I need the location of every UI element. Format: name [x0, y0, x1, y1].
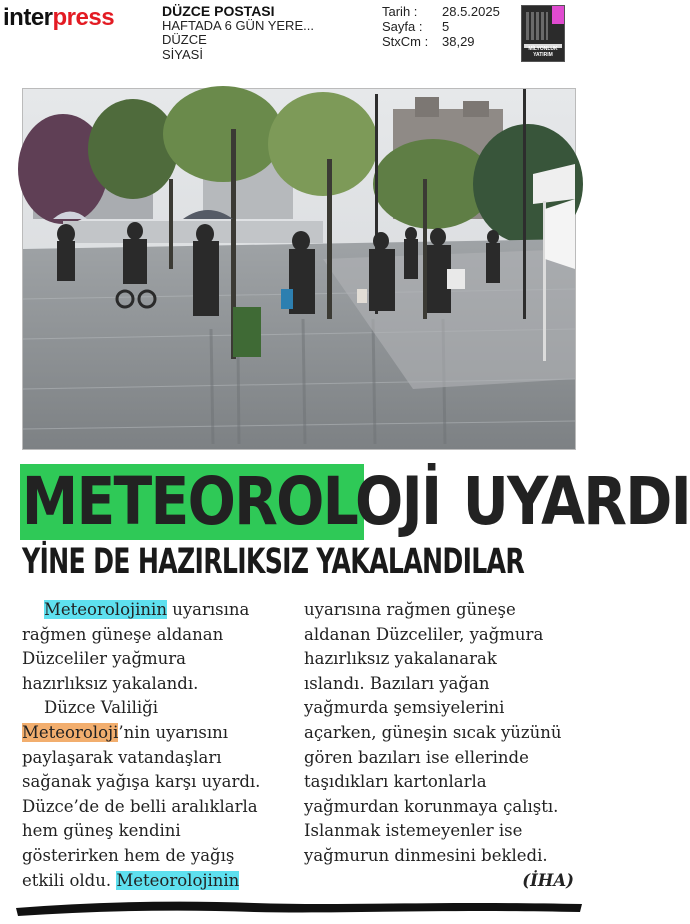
page-row	[382, 19, 512, 34]
line-text: etkili oldu.	[22, 870, 117, 890]
subheadline: YİNE DE HAZIRLIKSIZ YAKALANDILAR	[22, 542, 525, 582]
article-line	[22, 795, 284, 820]
article-line: hazırlıksız yakalanarak	[304, 649, 497, 669]
headline-word-uyardi: UYARDI	[462, 463, 690, 540]
keyword-highlight: Meteorolojinin	[116, 870, 240, 890]
line-text: rağmen güneşe aldanan	[22, 624, 224, 644]
clipping-meta	[382, 4, 512, 49]
article-photo	[22, 88, 576, 450]
stxcm-value: 38,29	[442, 34, 475, 49]
line-text: Düzce Valiliği	[44, 698, 158, 718]
article-line: yağmurda şemsiyelerini	[304, 698, 505, 718]
article-line	[22, 844, 284, 869]
article-line: uyarısına rağmen güneşe	[304, 600, 516, 619]
line-text: paylaşarak vatandaşları	[22, 747, 222, 767]
article-line	[22, 696, 284, 721]
article-line: Islanmak istemeyenler ise	[304, 821, 523, 841]
news-agency-credit: (İHA)	[522, 870, 574, 890]
stxcm-label: StxCm :	[382, 34, 429, 49]
line-text: sağanak yağışa karşı uyardı.	[22, 772, 261, 792]
article-column-right	[304, 598, 584, 893]
date-value: 28.5.2025	[442, 4, 500, 19]
page-value: 5	[442, 19, 450, 34]
thumbnail-accent	[552, 6, 564, 24]
article-line: yağmurdan korunmaya çalıştı.	[304, 796, 559, 816]
headline	[20, 463, 690, 542]
article-line: açarken, güneşin sıcak yüzünü	[304, 722, 562, 742]
article-line: aldanan Düzceliler, yağmura	[304, 624, 544, 644]
page-label: Sayfa :	[382, 19, 423, 34]
line-text: hazırlıksız yakalandı.	[22, 673, 199, 693]
article-line: yağmurun dinmesini bekledi.	[304, 845, 548, 865]
logo-text-press: press	[52, 4, 115, 31]
article-line	[22, 721, 284, 746]
newspaper-page-thumbnail[interactable]	[521, 5, 565, 62]
article-line: ıslandı. Bazıları yağan	[304, 673, 490, 693]
article-line	[22, 647, 284, 672]
publication-info	[162, 4, 314, 62]
publication-category: SİYASİ	[162, 46, 203, 62]
logo-text-inter: inter	[3, 4, 53, 31]
line-text: uyarısına	[166, 600, 250, 619]
article-line	[22, 672, 284, 697]
article-line	[22, 770, 284, 795]
article-line	[22, 746, 284, 771]
publication-name: DÜZCE POSTASI	[162, 3, 275, 19]
line-text: Düzceliler yağmura	[22, 649, 187, 669]
thumbnail-photo	[526, 12, 548, 40]
article-line	[22, 623, 284, 648]
line-text: gösterirken hem de yağış	[22, 845, 235, 865]
headline-text	[20, 464, 690, 540]
date-label: Tarih :	[382, 4, 418, 19]
stxcm-row	[382, 34, 512, 49]
headline-word-meteoroloji: METEOROLOJİ	[21, 463, 441, 540]
brush-stroke-divider	[14, 894, 584, 918]
article-column-left	[22, 598, 284, 893]
line-text: ’nin uyarısını	[118, 722, 229, 742]
article-line: gören bazıları ise ellerinde	[304, 747, 529, 767]
publication-city: DÜZCE	[162, 32, 207, 47]
article-line	[22, 598, 284, 623]
thumbnail-caption: MİLYONLUK YATIRIM	[528, 46, 558, 58]
article-line	[22, 819, 284, 844]
date-row	[382, 4, 512, 19]
line-text: Düzce’de de belli aralıklarla	[22, 796, 258, 816]
keyword-highlight: Meteorolojinin	[44, 600, 167, 619]
interpress-logo	[3, 6, 114, 30]
article-line: taşıdıkları kartonlarla	[304, 772, 487, 792]
article-line	[22, 869, 284, 894]
line-text: hem güneş kendini	[22, 821, 181, 841]
keyword-highlight: Meteoroloji	[22, 722, 119, 742]
publication-frequency: HAFTADA 6 GÜN YERE...	[162, 17, 314, 33]
